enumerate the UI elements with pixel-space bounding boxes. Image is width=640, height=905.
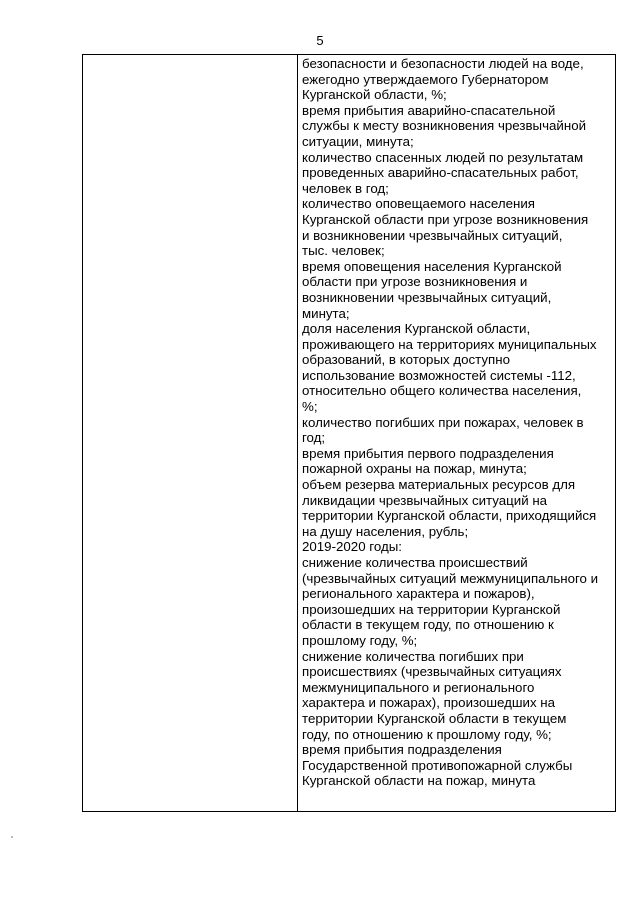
text-line: на душу населения, рубль; [302,523,469,539]
text-line: образований, в которых доступно [302,352,510,368]
text-line: возникновении чрезвычайных ситуаций, [302,289,552,305]
page-number: 5 [316,33,324,48]
text-line: 2019-2020 годы: [302,539,402,555]
text-line: количество погибших при пожарах, человек в [302,414,584,430]
text-line: минута; [302,305,350,321]
text-line: происшествиях (чрезвычайных ситуациях [302,664,562,680]
text-line: произошедших на территории Курганской [302,601,561,617]
text-line: безопасности и безопасности людей на воде, [302,56,584,71]
document-table [82,54,616,812]
text-line: относительно общего количества населения, [302,383,582,399]
text-line: использование возможностей системы -112, [302,367,576,383]
text-line: время оповещения населения Курганской [302,258,562,274]
text-line: ежегодно утверждаемого Губернатором [302,71,549,87]
text-line: проживающего на территориях муниципальных [302,336,597,352]
text-line: время прибытия первого подразделения [302,445,554,461]
text-line: тыс. человек; [302,243,385,259]
text-line: время прибытия аварийно-спасательной [302,102,556,118]
text-line: год; [302,430,326,446]
text-line: время прибытия подразделения [302,742,502,758]
text-line: области при угрозе возникновения и [302,274,528,290]
text-line: Курганской области на пожар, минута [302,773,536,789]
text-line: объем резерва материальных ресурсов для [302,477,576,493]
text-line: количество спасенных людей по результатам [302,149,584,165]
text-line: году, по отношению к прошлому году, %; [302,726,552,742]
text-line: снижение количества погибших при [302,648,524,664]
text-line: области в текущем году, по отношению к [302,617,554,633]
text-line: (чрезвычайных ситуаций межмуниципального и [302,570,599,586]
text-line: ликвидации чрезвычайных ситуаций на [302,492,548,508]
text-line: Курганской области при угрозе возникновения [302,211,589,227]
text-line: человек в год; [302,180,389,196]
text-line: межмуниципального и регионального [302,679,535,695]
text-line: пожарной охраны на пожар, минута; [302,461,527,477]
text-line: и возникновении чрезвычайных ситуаций, [302,227,563,243]
text-line: Государственной противопожарной службы [302,757,573,773]
text-line: территории Курганской области, приходящийся [302,508,597,524]
text-line: службы к месту возникновения чрезвычайной [302,118,587,134]
scan-speck [11,836,13,838]
text-line: снижение количества происшествий [302,555,528,570]
text-line: %; [302,399,318,415]
text-line: территории Курганской области в текущем [302,710,567,726]
text-line: доля населения Курганской области, [302,321,531,337]
text-line: прошлому году, %; [302,632,418,648]
text-line: характера и пожарах), произошедших на [302,695,556,711]
text-line: ситуации, минута; [302,133,414,149]
table-cell-left [83,55,298,811]
text-line: Курганской области, %; [302,87,447,103]
text-line: количество оповещаемого населения [302,196,536,212]
table-cell-right [298,55,615,811]
text-line: регионального характера и пожаров), [302,586,535,602]
text-line: проведенных аварийно-спасательных работ, [302,165,579,181]
